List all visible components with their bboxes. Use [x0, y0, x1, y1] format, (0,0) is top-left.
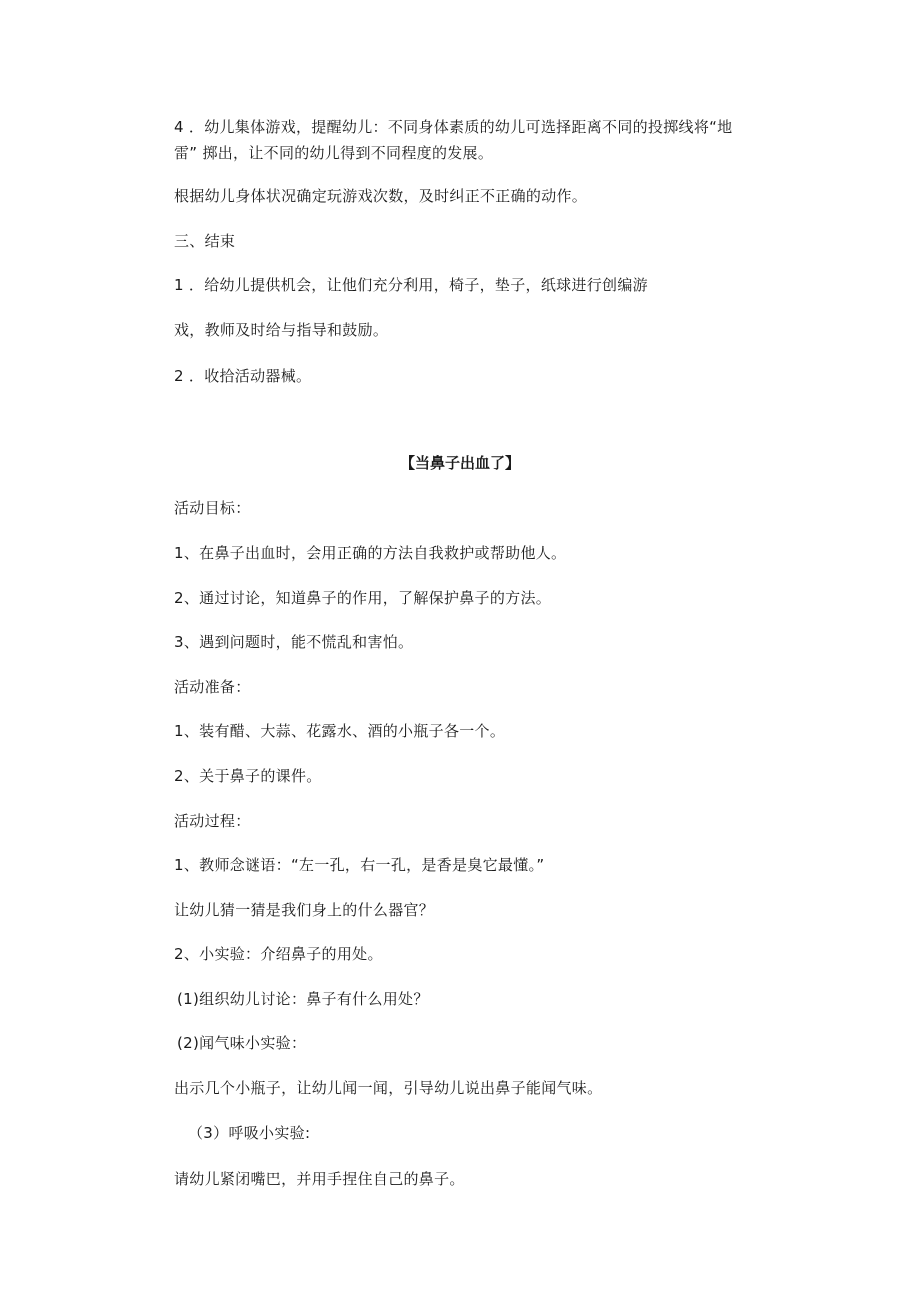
prep-heading: 活动准备：	[174, 678, 251, 696]
process-sub2: (2)闻气味小实验：	[177, 1034, 307, 1052]
item4-line2: 雷” 掷出，让不同的幼儿得到不同程度的发展。	[174, 144, 494, 162]
process-sub2-detail: 出示几个小瓶子，让幼儿闻一闻，引导幼儿说出鼻子能闻气味。	[174, 1079, 603, 1097]
end-item1-line2: 戏，教师及时给与指导和鼓励。	[174, 321, 389, 339]
prep-item-1: 1、装有醋、大蒜、花露水、酒的小瓶子各一个。	[174, 722, 506, 740]
goals-heading: 活动目标：	[174, 499, 251, 517]
end-item2: 2 ．收拾活动器械。	[174, 367, 312, 385]
process-sub3: （3）呼吸小实验:	[188, 1124, 311, 1142]
end-item1-line1: 1 ．给幼儿提供机会，让他们充分利用，椅子，垫子，纸球进行创编游	[174, 276, 648, 294]
process-sub3-detail: 请幼儿紧闭嘴巴，并用手捏住自己的鼻子。	[174, 1170, 465, 1188]
note-paragraph: 根据幼儿身体状况确定玩游戏次数，及时纠正不正确的动作。	[174, 187, 588, 205]
heading-end: 三、结束	[174, 232, 236, 250]
item4-line1: 4 ．幼儿集体游戏，提醒幼儿：不同身体素质的幼儿可选择距离不同的投掷线将“地	[174, 118, 733, 136]
process-sub1: (1)组织幼儿讨论：鼻子有什么用处？	[177, 990, 429, 1008]
process-heading: 活动过程：	[174, 812, 251, 830]
goal-item-2: 2、通过讨论，知道鼻子的作用，了解保护鼻子的方法。	[174, 589, 552, 607]
process-step1-followup: 让幼儿猜一猜是我们身上的什么器官？	[174, 901, 435, 919]
prep-item-2: 2、关于鼻子的课件。	[174, 767, 322, 785]
lesson-title: 【当鼻子出血了】	[399, 454, 520, 472]
process-step2: 2、小实验：介绍鼻子的用处。	[174, 945, 383, 963]
goal-item-3: 3、遇到问题时，能不慌乱和害怕。	[174, 633, 414, 651]
goal-item-1: 1、在鼻子出血时，会用正确的方法自我救护或帮助他人。	[174, 544, 567, 562]
process-step1: 1、教师念谜语：“左一孔，右一孔，是香是臭它最懂。”	[174, 856, 545, 874]
